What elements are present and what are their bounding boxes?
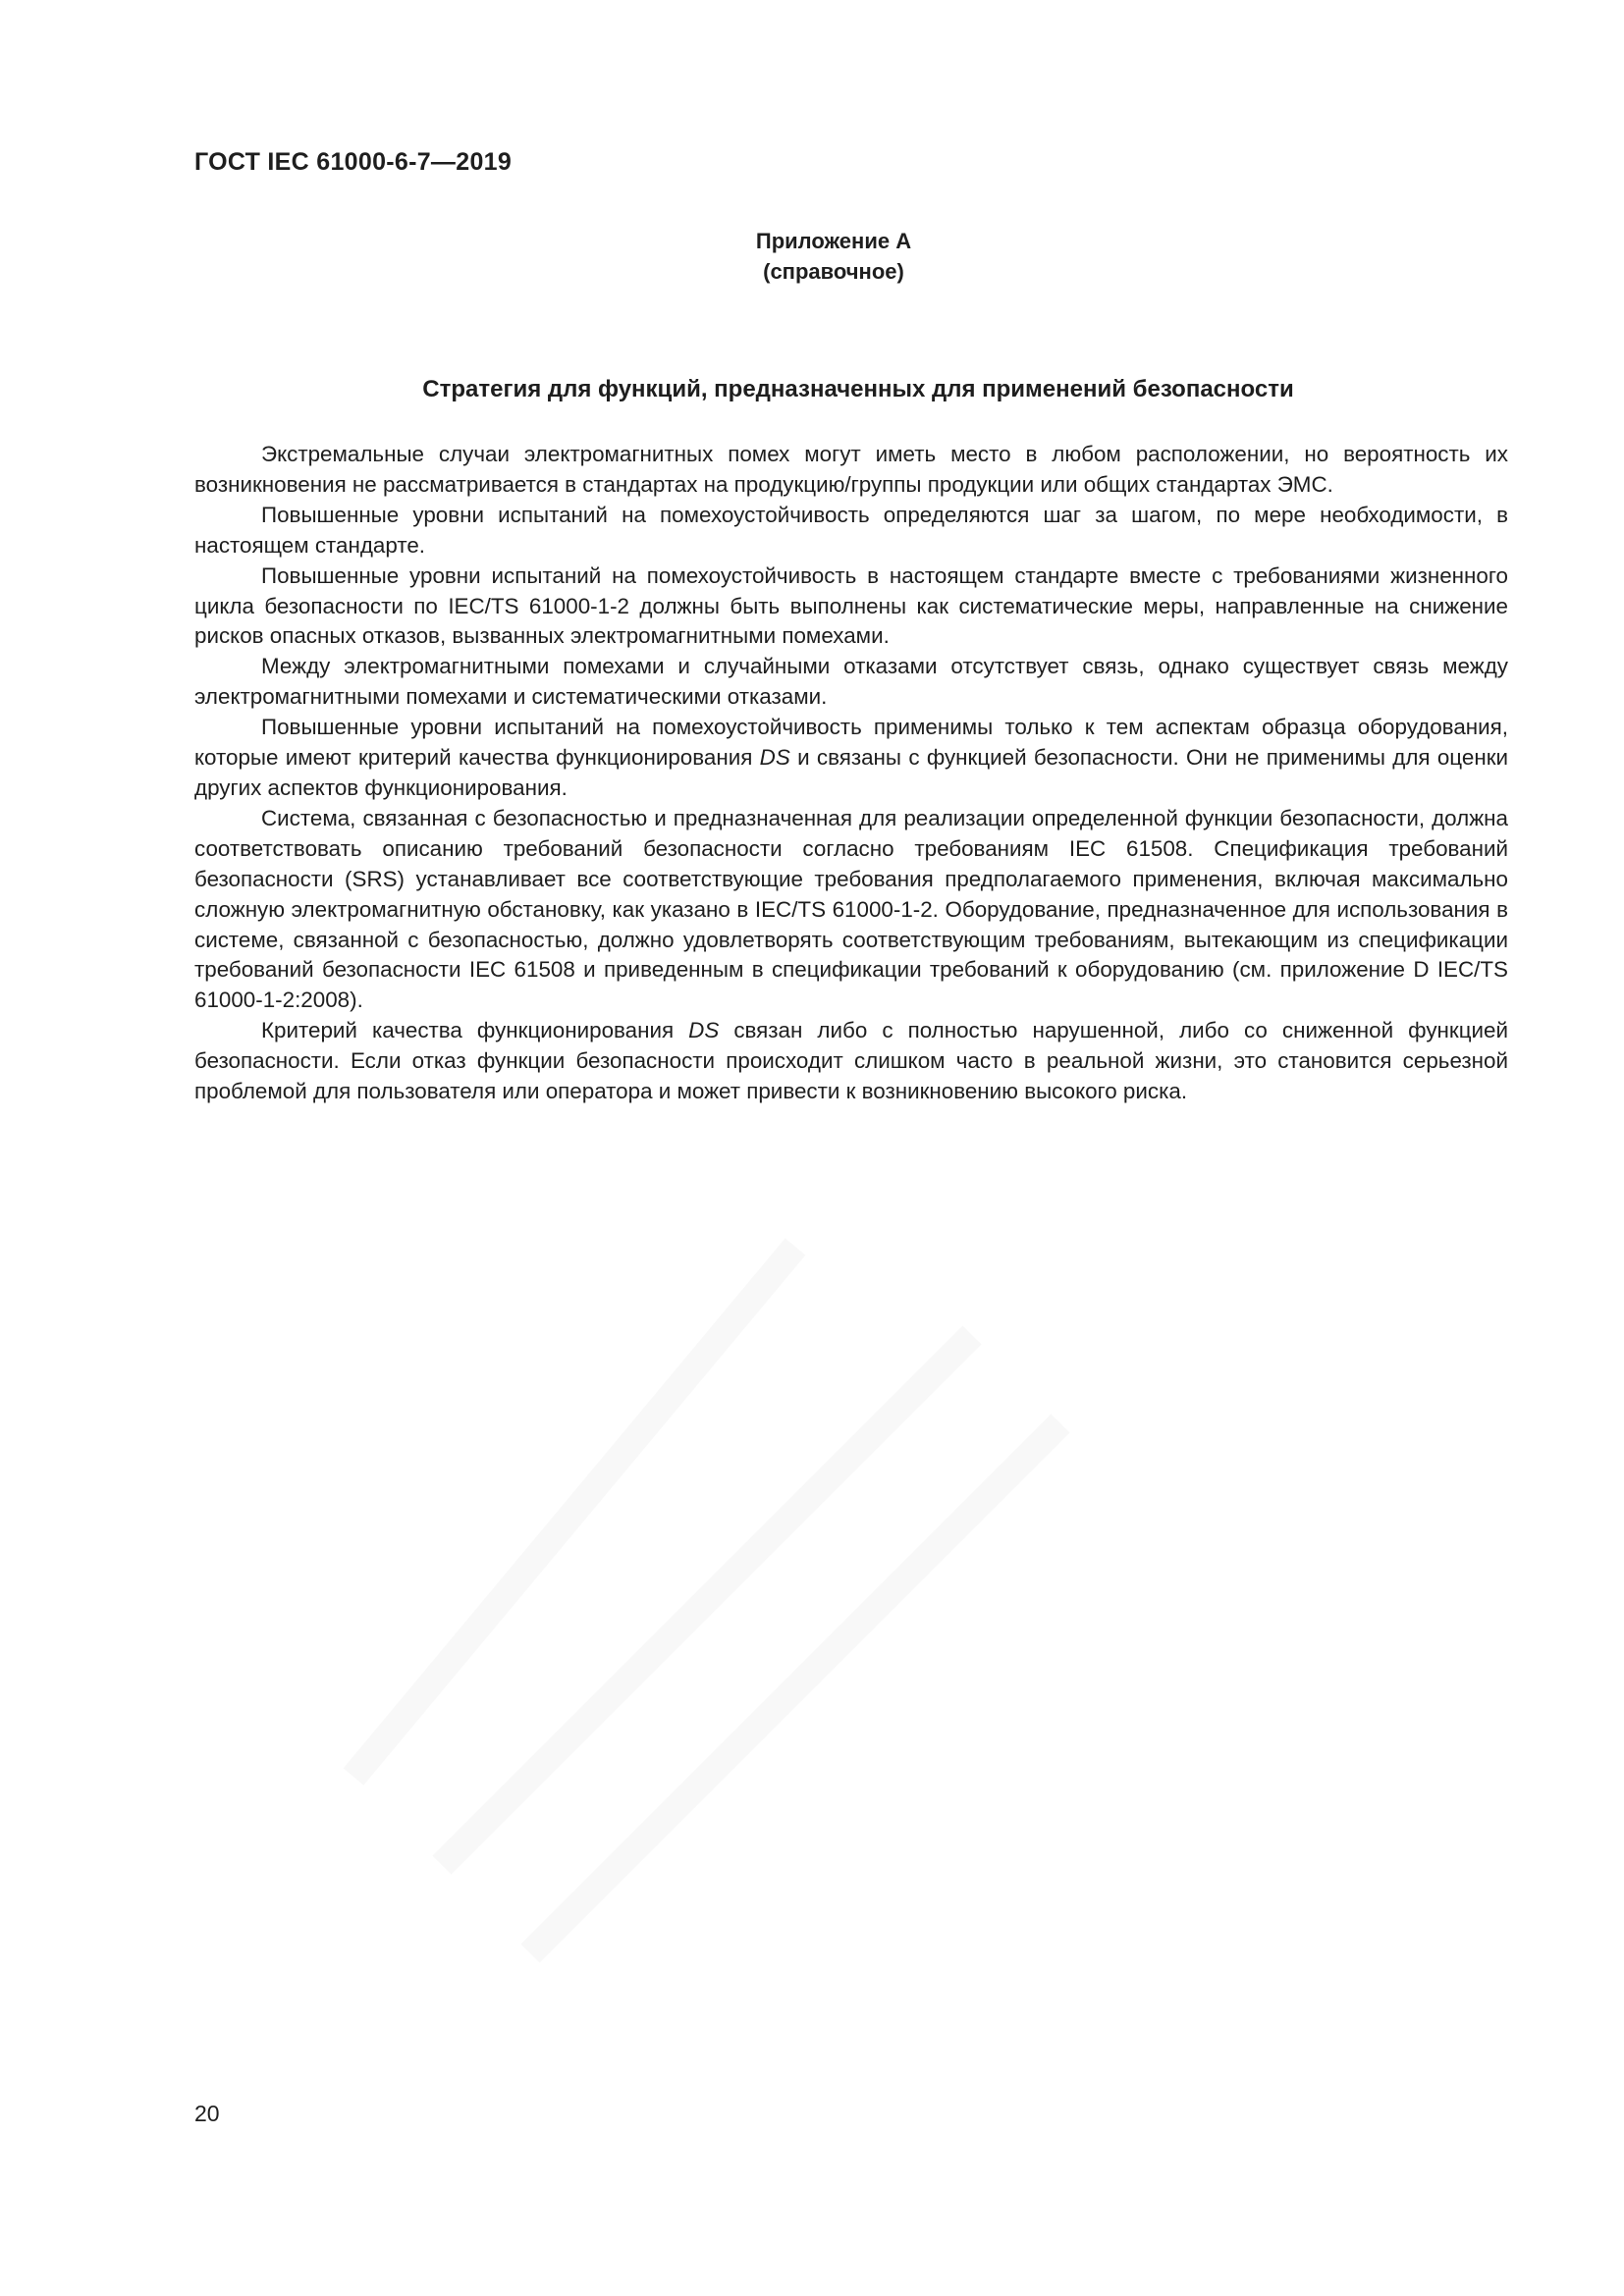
paragraph-text-after: связан либо с полностью нарушенной, либо со сниженной функцией безопасности. Если отказ функции безопасности происходит слишком часто в реальной жизни, это становится серьезной проблемой для пользователя или оператора и может привести к возникновению высокого риска.: [194, 1018, 1508, 1104]
annex-title: Приложение А: [755, 229, 912, 253]
paragraph-text-before: Повышенные уровни испытаний на помехоустойчивость применимы только к тем аспектам образца оборудования, которые имеют критерий качества функционирования: [194, 715, 1508, 771]
document-code-header: ГОСТ IEC 61000-6-7—2019: [194, 148, 513, 176]
paragraph: Между электромагнитными помехами и случайными отказами отсутствует связь, однако существует связь между электромагнитными помехами и систематическими отказами.: [194, 654, 1508, 710]
paragraph-text-after: и связаны с функцией безопасности. Они не применимы для оценки других аспектов функционирования.: [194, 745, 1509, 800]
paragraph: Повышенные уровни испытаний на помехоустойчивость определяются шаг за шагом, по мере необходимости, в настоящем стандарте.: [194, 502, 1508, 558]
faint-watermark-graphic: [265, 1158, 1149, 2042]
page-number: 20: [194, 2101, 220, 2126]
body-text: [194, 440, 1508, 1107]
paragraph-italic-term: DS: [688, 1018, 720, 1043]
paragraph: Система, связанная с безопасностью и предназначенная для реализации определенной функции безопасности, должна соответствовать описанию требований безопасности согласно требованиям IEC 61508. Спецификация требований безопасности (SRS) устанавливает все соответствующие требования предполагаемого применения, включая максимально сложную электромагнитную обстановку, как указано в IEC/TS 61000-1-2. Оборудование, предназначенное для использования в системе, связанной с безопасностью, должно удовлетворять соответствующим требованиям, вытекающим из спецификации требований безопасности IEC 61508 и приведенным в спецификации требований к оборудованию (см. приложение D IEC/TS 61000-1-2:2008).: [194, 805, 1508, 1013]
section-title: Стратегия для функций, предназначенных для применений безопасности: [422, 376, 1294, 402]
annex-type: (справочное): [763, 259, 904, 284]
paragraph-text-before: Критерий качества функционирования: [261, 1018, 689, 1043]
paragraph-italic-term: DS: [759, 745, 790, 771]
paragraph: [194, 1016, 1508, 1107]
paragraph: [194, 713, 1508, 804]
paragraph: Повышенные уровни испытаний на помехоустойчивость в настоящем стандарте вместе с требованиями жизненного цикла безопасности по IEC/TS 61000-1-2 должны быть выполнены как систематические меры, направленные на снижение рисков опасных отказов, вызванных электромагнитными помехами.: [194, 562, 1508, 649]
annex-heading: [0, 226, 1624, 287]
paragraph: Экстремальные случаи электромагнитных помех могут иметь место в любом расположении, но вероятность их возникновения не рассматривается в стандартах на продукцию/группы продукции или общих стандартах ЭМС.: [194, 442, 1508, 497]
